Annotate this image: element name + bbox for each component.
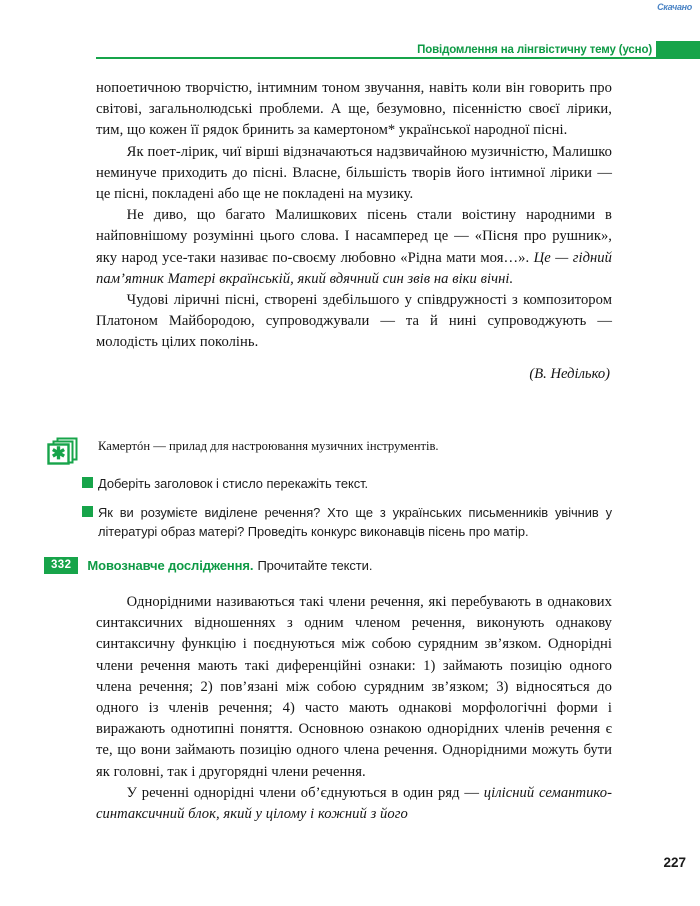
paragraph-2-run-1: Як поет-лірик, чиї вірші відзначаються надзвичайною музичністю, Малишко неминуче приходить до пісні. Власне, більшість творів його інтимної лірики — це пісні, покладені або ще не покладені на музику. xyxy=(96,143,612,203)
exercise-lead-label: Мовознавче дослідження. xyxy=(87,557,254,573)
svg-text:✱: ✱ xyxy=(51,444,66,463)
exercise-paragraph-1 xyxy=(96,592,612,783)
running-head xyxy=(96,37,700,59)
footnote-text: Камертóн — прилад для настроювання музичних інструментів. xyxy=(98,439,439,453)
exercise-paragraph-2-run-1: У реченні однорідні члени об’єднуються в один ряд — xyxy=(126,784,484,801)
task-bullet-2-text: Як ви розумієте виділене речення? Хто ще з українських письменників увічнив у літературі образ матері? Проведіть конкурс виконавців пісень про матір. xyxy=(98,504,612,539)
paragraph-1 xyxy=(96,78,612,142)
exercise-paragraph-2-run-2-italic: цілісний семантико-синтаксичний блок, який у цілому і кожний з його xyxy=(96,784,612,823)
paragraph-3-run-1: Не диво, що багато Малишкових пісень стали воістину народними в найповнішому розумінні цього слова. І насамперед це — «Пісня про рушник», яку народ усе-таки називає по-своєму любовно «Рідна мати моя…». xyxy=(96,207,612,266)
page-number: 227 xyxy=(663,855,686,870)
task-block xyxy=(46,437,612,542)
paragraph-1-run-1: нопоетичною творчістю, інтимним тоном звучання, навіть коли він говорить про світові, загальнолюдські проблеми. А ще, безумовно, пісенністю своєї лірики, тим, що кожен її рядок бринить за камертоном* української народної пісні. xyxy=(96,80,612,139)
paragraph-2 xyxy=(96,142,612,206)
stacked-pages-asterisk-icon xyxy=(46,437,80,466)
running-head-accent-block xyxy=(656,41,700,58)
running-head-title: Повідомлення на лінгвістичну тему (усно) xyxy=(417,44,652,56)
exercise-body xyxy=(96,592,612,825)
article-body xyxy=(96,78,612,385)
exercise-instruction: Прочитайте тексти. xyxy=(257,557,373,573)
watermark-label: Скачано xyxy=(657,2,692,12)
paragraph-3 xyxy=(96,205,612,290)
paragraph-4 xyxy=(96,290,612,354)
exercise-paragraph-2 xyxy=(96,783,612,825)
footnote-row xyxy=(46,437,612,465)
task-bullet-1-text: Доберіть заголовок і стисло перекажіть текст. xyxy=(98,476,369,491)
running-head-rule xyxy=(96,57,700,59)
paragraph-4-run-1: Чудові ліричні пісні, створені здебільшого у співдружності з композитором Платоном Майбородою, супроводжували — та й нині супроводжують — молодість цілих поколінь. xyxy=(96,292,612,351)
task-bullet-1 xyxy=(46,474,612,494)
bullet-square-icon xyxy=(82,506,93,517)
paragraph-3-run-2-italic: Це — гідний пам’ятник Матері вкраїнській, який вдячний син звів на віки вічні. xyxy=(96,249,612,287)
exercise-heading xyxy=(44,556,612,576)
exercise-paragraph-1-run-1: Однорідними називаються такі члени речення, які перебувають в однакових синтаксичних відношеннях з одним членом речення, виконують однакову синтаксичну функцію і поєднуються між собою сурядним зв’язком. Однорідні члени речення мають такі диференційні ознаки: 1) займають позицію одного члена речення; 2) пов’язані між собою сурядним зв’язком; 3) відносяться до одного із членів речення; 4) часто мають однакові морфологічні форми і виражають однотипні поняття. Основною ознакою однорідних членів речення є те, що вони займають позицію одного члена речення. Однорідними можуть бути як головні, так і другорядні члени речення. xyxy=(96,594,612,780)
bullet-square-icon xyxy=(82,477,93,488)
article-attribution: (В. Неділько) xyxy=(529,365,610,382)
task-bullet-2 xyxy=(46,503,612,542)
exercise-number-badge: 332 xyxy=(44,557,78,574)
